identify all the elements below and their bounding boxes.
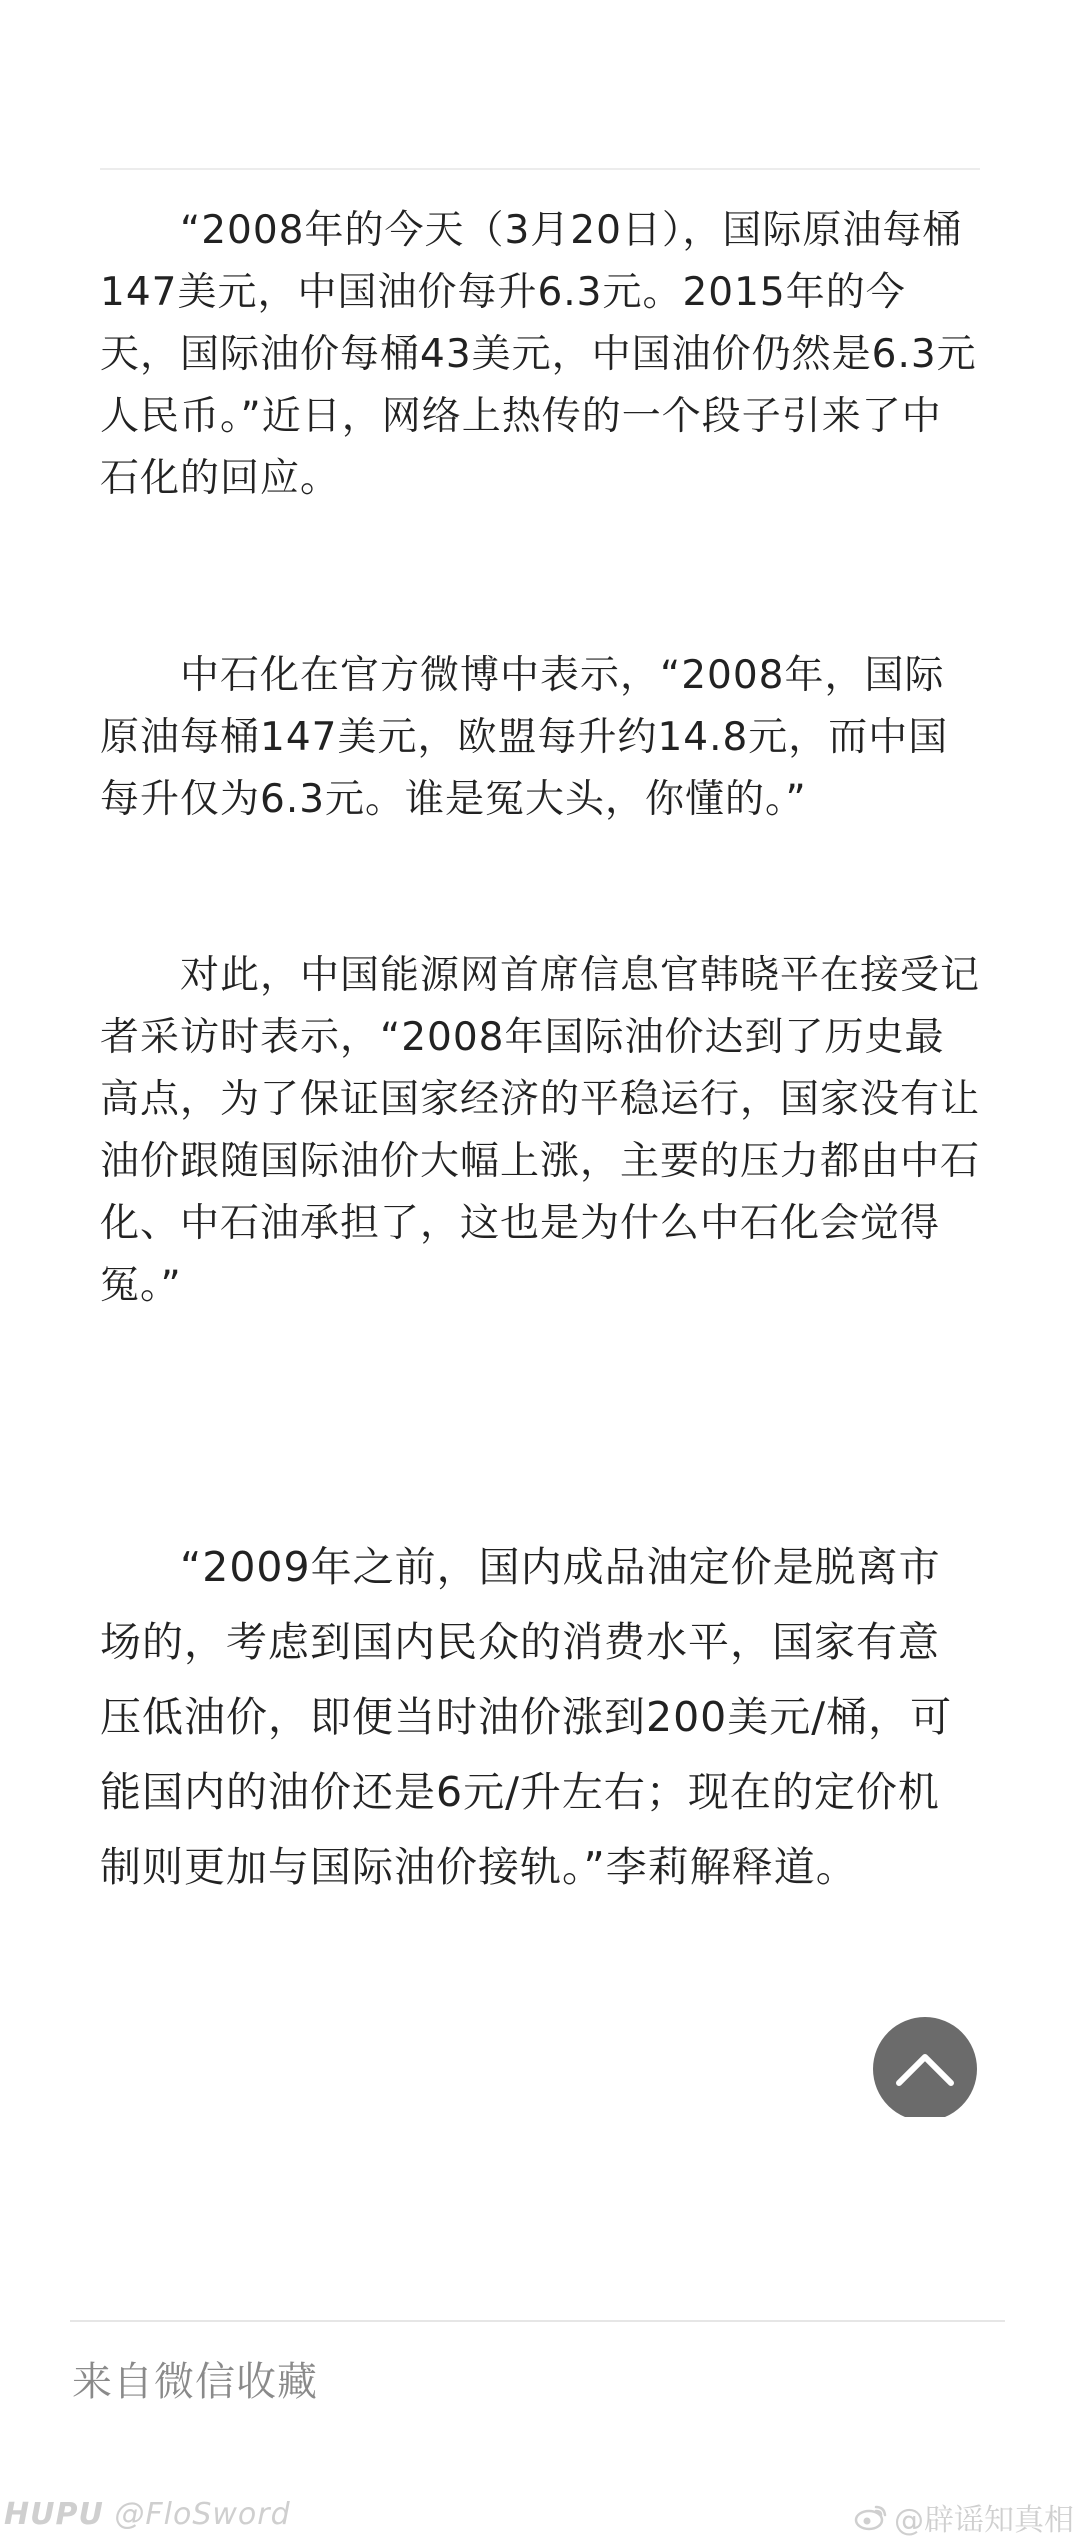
article-paragraph-2: 中石化在官方微博中表示，“2008年，国际原油每桶147美元，欧盟每升约14.8元，而中国每升仅为6.3元。谁是冤大头，你懂的。” xyxy=(100,653,949,822)
weibo-icon xyxy=(854,2503,888,2531)
hupu-brand: HUPU xyxy=(4,2497,104,2532)
scroll-to-top-button[interactable] xyxy=(873,2017,977,2117)
chevron-up-icon xyxy=(895,2051,955,2087)
bottom-divider xyxy=(70,2320,1005,2322)
weibo-watermark-text: @辟谣知真相 xyxy=(894,2503,1074,2538)
article-paragraph-4: “2009年之前，国内成品油定价是脱离市场的，考虑到国内民众的消费水平，国家有意压低油价，即便当时油价涨到200美元/桶，可能国内的油价还是6元/升左右；现在的定价机制则更加与国际油价接轨。”李莉解释道。 xyxy=(100,1543,953,1891)
top-divider xyxy=(100,168,980,170)
article-paragraph-1: “2008年的今天（3月20日），国际原油每桶147美元，中国油价每升6.3元。2015年的今天，国际油价每桶43美元，中国油价仍然是6.3元人民币。”近日，网络上热传的一个段子引来了中石化的回应。 xyxy=(100,208,977,501)
article-paragraph-3: 对此，中国能源网首席信息官韩晓平在接受记者采访时表示，“2008年国际油价达到了历史最高点，为了保证国家经济的平稳运行，国家没有让油价跟随国际油价大幅上涨，主要的压力都由中石化、中石油承担了，这也是为什么中石化会觉得 冤。” xyxy=(100,953,981,1308)
source-label: 来自微信收藏 xyxy=(72,2359,318,2405)
hupu-watermark xyxy=(4,2497,291,2532)
weibo-watermark xyxy=(854,2495,1074,2539)
hupu-user: @FloSword xyxy=(114,2497,291,2532)
